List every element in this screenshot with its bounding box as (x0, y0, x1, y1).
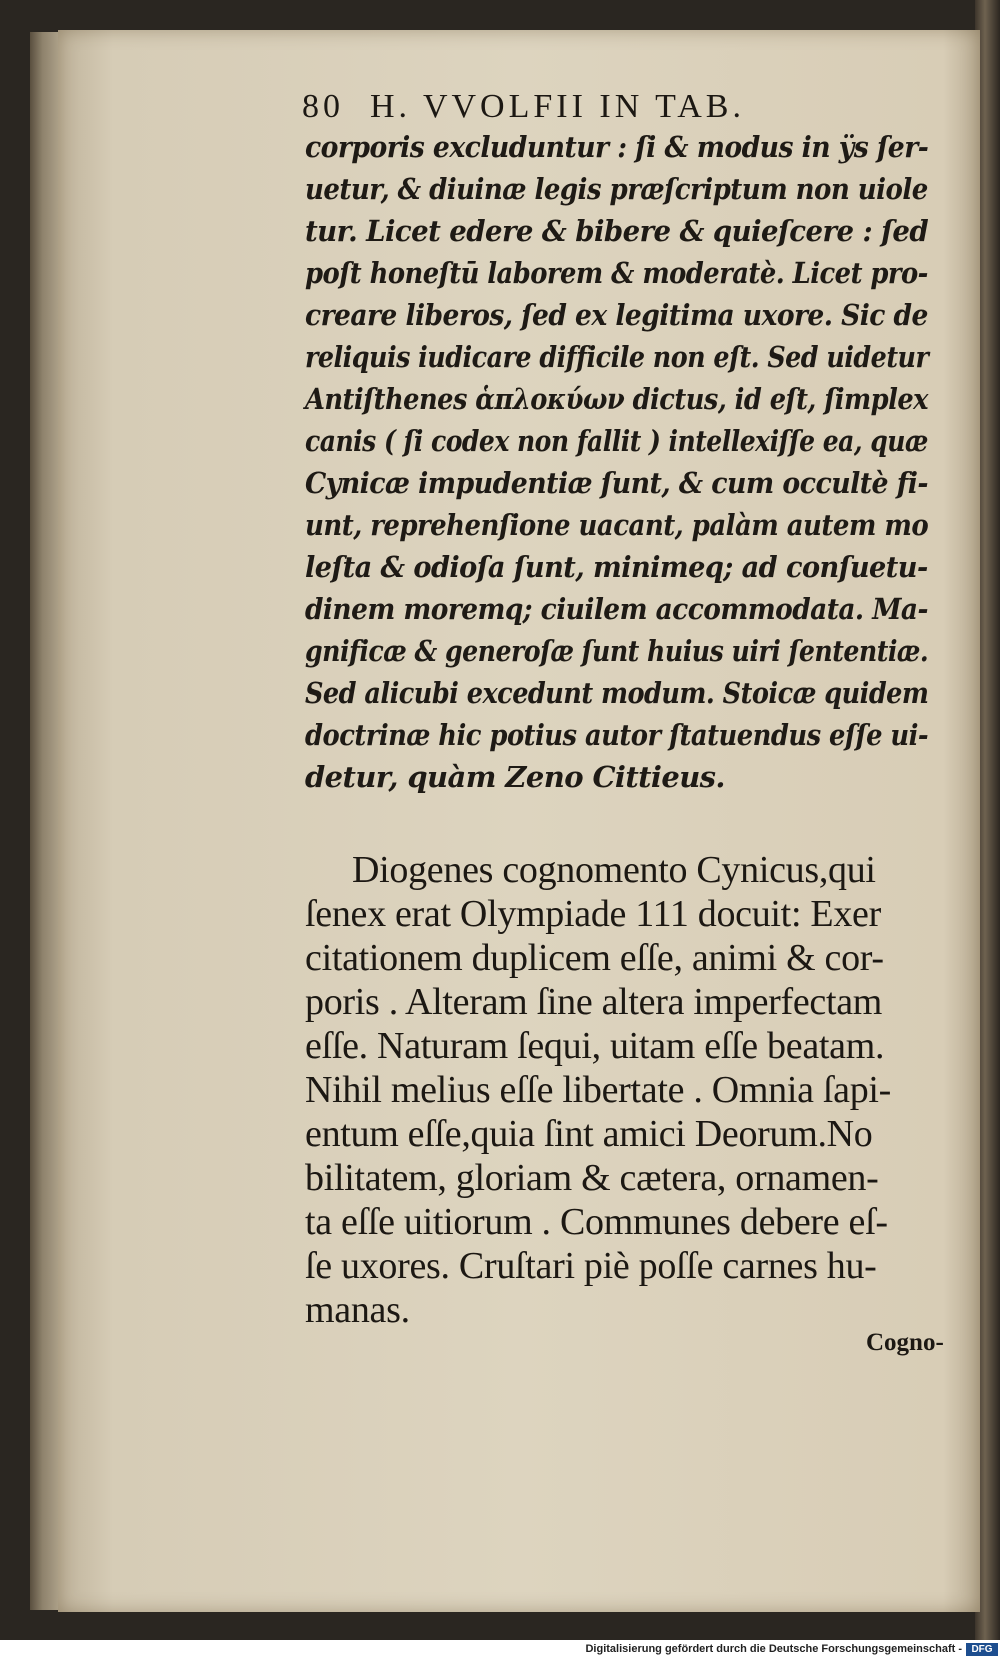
text-line: tur. Licet edere & bibere & quieſcere : ſed (305, 214, 929, 248)
text-line: canis ( ſi codex non fallit ) intellexiſſe ea, quæ (305, 424, 928, 458)
text-line: eſſe. Naturam ſequi, uitam eſſe beatam. (305, 1025, 885, 1067)
text-line: poris . Alteram ſine altera imperfectam (305, 981, 883, 1023)
text-line: ta eſſe uitiorum . Communes debere eſ- (305, 1201, 888, 1243)
text-line: Cynicæ impudentiæ ſunt, & cum occultè fi- (305, 466, 928, 500)
text-line: Sed alicubi excedunt modum. Stoicæ quidem (305, 676, 929, 710)
text-line: poſt honeſtū laborem & moderatè. Licet pro- (305, 256, 928, 290)
text-line: entum eſſe,quia ſint amici Deorum.No (305, 1113, 873, 1155)
text-line: gnificæ & generoſæ ſunt huius uiri ſententiæ. (305, 634, 929, 668)
text-line: creare liberos, ſed ex legitima uxore. Sic de (305, 298, 928, 332)
page-number: 80 (302, 88, 344, 125)
text-line: Diogenes cognomento Cynicus,qui (352, 849, 876, 891)
text-line: ſe uxores. Cruſtari piè poſſe carnes hu- (305, 1245, 877, 1287)
text-line: Antiſthenes ἁπλοκύων dictus, id eſt, ſimplex (305, 382, 928, 416)
text-line: unt, reprehenſione uacant, palàm autem mo (305, 508, 929, 542)
funding-credit: Digitalisierung gefördert durch die Deutsche Forschungsgemeinschaft - (585, 1643, 962, 1655)
text-line: dinem moremq; ciuilem accommodata. Ma- (305, 592, 928, 626)
text-line: ſenex erat Olympiade 111 docuit: Exer (305, 893, 881, 935)
running-header (302, 88, 922, 126)
text-line: corporis excluduntur : ſi & modus in ÿs ſer- (305, 130, 929, 164)
catchword: Cogno- (866, 1329, 944, 1356)
text-line: reliquis iudicare difficile non eſt. Sed uidetur (305, 340, 929, 374)
text-line: uetur, & diuinæ legis præſcriptum non uiole (305, 172, 928, 206)
text-line: detur, quàm Zeno Cittieus. (305, 760, 725, 794)
text-line: Nihil melius eſſe libertate . Omnia ſapi- (305, 1069, 892, 1111)
text-line: bilitatem, gloriam & cætera, ornamen- (305, 1157, 879, 1199)
dfg-logo: DFG (966, 1643, 998, 1656)
text-line: leſta & odioſa ſunt, minimeq; ad conſuetu- (305, 550, 928, 584)
running-head-title: H. VVOLFII IN TAB. (370, 88, 745, 125)
text-line: manas. (305, 1289, 410, 1331)
text-line: doctrinæ hic potius autor ſtatuendus eſſe ui- (305, 718, 929, 752)
text-line: citationem duplicem eſſe, animi & cor- (305, 937, 884, 979)
